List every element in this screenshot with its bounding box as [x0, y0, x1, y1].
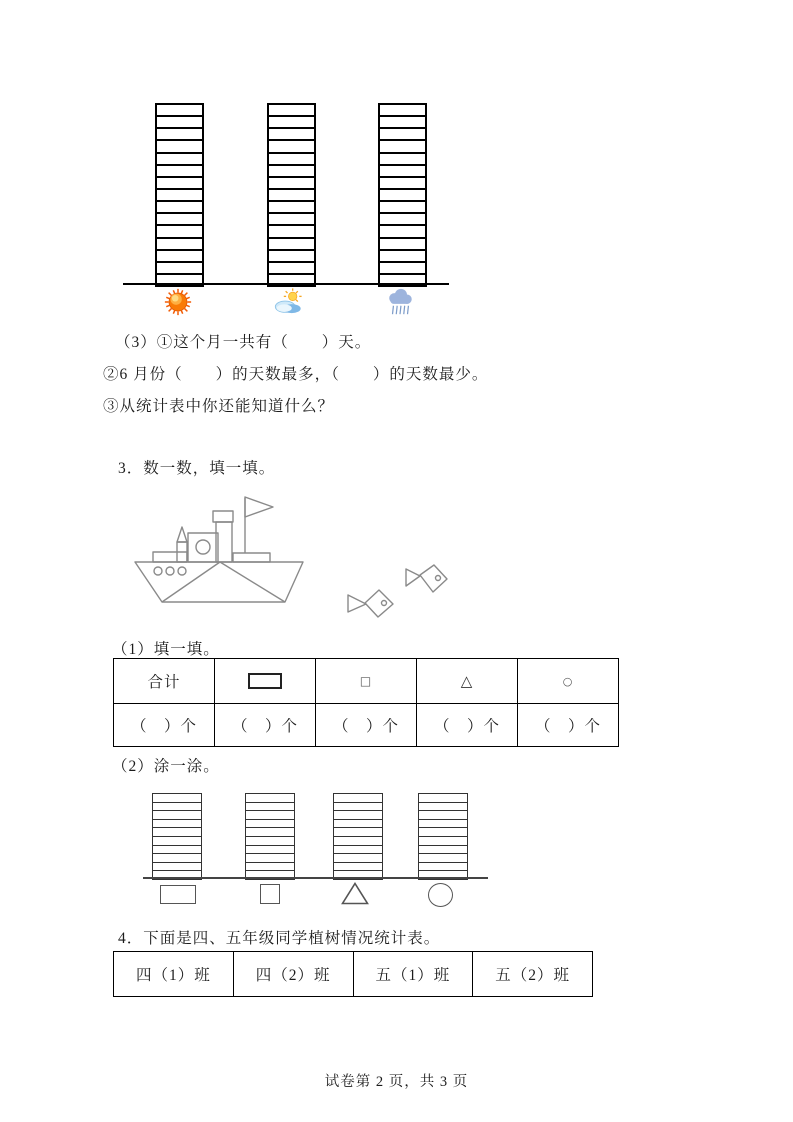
weather-tally-grid — [155, 103, 425, 283]
tally-cell — [380, 105, 425, 115]
tally-cell — [157, 261, 202, 273]
tally-cell — [246, 810, 294, 819]
tally-cell — [419, 836, 467, 845]
tally-cell — [157, 224, 202, 236]
circle-shape-icon — [428, 883, 453, 907]
tally-cell — [380, 200, 425, 212]
tally-cell — [157, 127, 202, 139]
q3-part1-label: （1）填一填。 — [112, 641, 220, 658]
partly-cloudy-icon — [272, 287, 304, 317]
tally-cell — [157, 164, 202, 176]
tally-cell — [380, 261, 425, 273]
q4-title: 4．下面是四、五年级同学植树情况统计表。 — [118, 930, 441, 947]
color-in-tally-grid — [152, 793, 467, 878]
tally-cell — [334, 853, 382, 862]
tally-cell — [246, 827, 294, 836]
tally-cell — [269, 249, 314, 261]
tally-cell — [269, 237, 314, 249]
tally-cell — [380, 212, 425, 224]
tally-cell — [334, 802, 382, 811]
tally-cell — [334, 845, 382, 854]
tally-cell — [419, 794, 467, 802]
tally-cell — [419, 810, 467, 819]
tally-cell — [334, 810, 382, 819]
tally-cell — [380, 164, 425, 176]
tally-cell — [380, 176, 425, 188]
q2-line2: ②6 月份（ ）的天数最多，（ ）的天数最少。 — [103, 366, 489, 383]
tally-cell — [334, 836, 382, 845]
table2-class-cell: 五（2）班 — [473, 952, 593, 997]
tally-column-square — [245, 793, 295, 880]
tally-cell — [380, 139, 425, 151]
tally-cell — [246, 819, 294, 828]
page-footer: 试卷第 2 页，共 3 页 — [324, 1074, 469, 1090]
square-shape-icon — [260, 884, 280, 904]
table1-header-total: 合计 — [114, 659, 215, 704]
tally-cell — [419, 853, 467, 862]
tally-column-triangle — [333, 793, 383, 880]
tally-column-rainy — [378, 103, 427, 287]
tally-cell — [153, 862, 201, 871]
tally-cell — [157, 139, 202, 151]
tally-cell — [380, 237, 425, 249]
tally-cell — [380, 224, 425, 236]
tally-cell — [380, 188, 425, 200]
table2-class-cell: 四（1）班 — [114, 952, 234, 997]
square-icon: □ — [359, 674, 373, 688]
table1-header-triangle — [417, 659, 518, 704]
tally-cell — [153, 819, 201, 828]
tally-cell — [153, 845, 201, 854]
tally-cell — [153, 802, 201, 811]
table2-class-cell: 四（2）班 — [233, 952, 353, 997]
tally-cell — [269, 261, 314, 273]
tally-cell — [157, 237, 202, 249]
tally-cell — [269, 200, 314, 212]
table1-answer-cell: （ ）个 — [316, 704, 417, 747]
tally-cell — [246, 836, 294, 845]
table1-header-square — [316, 659, 417, 704]
tally-cell — [157, 176, 202, 188]
weather-grid-baseline — [123, 283, 449, 285]
rainy-icon — [384, 287, 416, 317]
tally-cell — [419, 819, 467, 828]
tally-cell — [269, 139, 314, 151]
q3-part2-label: （2）涂一涂。 — [112, 758, 220, 775]
tally-cell — [246, 802, 294, 811]
tally-column-partly-cloudy — [267, 103, 316, 287]
tally-cell — [269, 127, 314, 139]
tally-cell — [269, 176, 314, 188]
tally-cell — [157, 249, 202, 261]
circle-icon: ○ — [562, 675, 574, 688]
tally-cell — [269, 152, 314, 164]
tally-cell — [269, 188, 314, 200]
table2-class-cell: 五（1）班 — [353, 952, 473, 997]
tally-cell — [157, 212, 202, 224]
tally-cell — [419, 827, 467, 836]
tally-cell — [380, 152, 425, 164]
tally-cell — [269, 224, 314, 236]
tally-cell — [380, 115, 425, 127]
tally-cell — [153, 810, 201, 819]
table1-answer-cell: （ ）个 — [114, 704, 215, 747]
tally-cell — [157, 115, 202, 127]
rectangle-shape-icon — [160, 885, 196, 904]
tally-cell — [269, 164, 314, 176]
triangle-shape-icon — [341, 882, 369, 905]
tally-column-rectangle — [152, 793, 202, 880]
tally-cell — [246, 794, 294, 802]
q2-line1: （3）①这个月一共有（ ）天。 — [115, 334, 372, 351]
tally-cell — [269, 115, 314, 127]
table1-header-rectangle — [215, 659, 316, 704]
tally-cell — [334, 862, 382, 871]
tally-cell — [157, 200, 202, 212]
q3-title: 3．数一数，填一填。 — [118, 460, 276, 477]
tally-cell — [157, 152, 202, 164]
table1-answer-cell: （ ）个 — [518, 704, 619, 747]
tally-cell — [246, 862, 294, 871]
table1-answer-cell: （ ）个 — [417, 704, 518, 747]
tally-column-circle — [418, 793, 468, 880]
sunny-icon — [162, 287, 194, 317]
tally-cell — [419, 845, 467, 854]
rectangle-icon — [248, 673, 282, 689]
tally-cell — [334, 827, 382, 836]
tally-cell — [380, 127, 425, 139]
color-grid-baseline — [143, 877, 488, 879]
table1-answer-cell: （ ）个 — [215, 704, 316, 747]
table1-header-circle — [518, 659, 619, 704]
tally-cell — [419, 802, 467, 811]
triangle-icon: △ — [460, 671, 474, 690]
tally-cell — [269, 105, 314, 115]
shape-count-table — [113, 658, 619, 747]
q2-line3: ③从统计表中你还能知道什么？ — [103, 398, 335, 415]
tally-cell — [246, 845, 294, 854]
tally-cell — [157, 105, 202, 115]
tally-cell — [153, 836, 201, 845]
tally-cell — [246, 853, 294, 862]
boat-and-fish-figure — [130, 485, 460, 625]
tally-cell — [419, 862, 467, 871]
tally-column-sunny — [155, 103, 204, 287]
tally-cell — [153, 794, 201, 802]
tally-cell — [334, 794, 382, 802]
tree-planting-table — [113, 951, 593, 997]
tally-cell — [269, 212, 314, 224]
tally-cell — [380, 249, 425, 261]
tally-cell — [334, 819, 382, 828]
tally-cell — [153, 827, 201, 836]
tally-cell — [157, 188, 202, 200]
tally-cell — [153, 853, 201, 862]
